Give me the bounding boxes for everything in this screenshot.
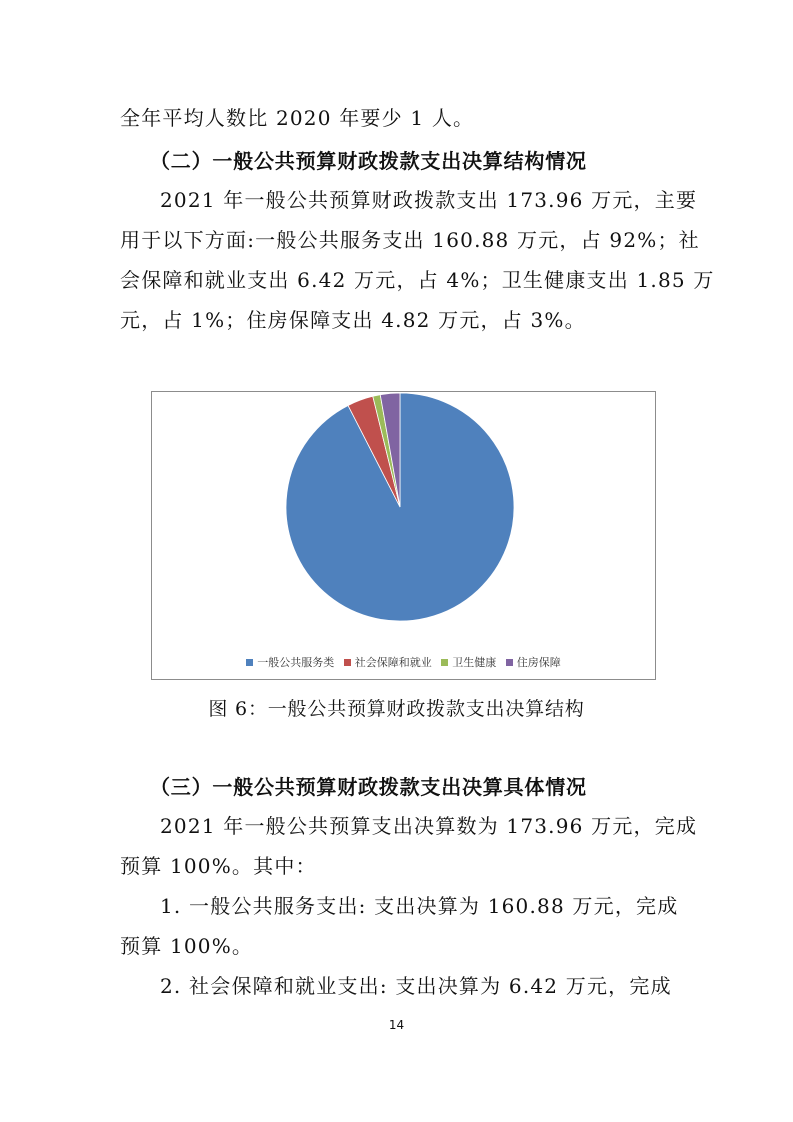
legend-item-social-security: [344, 654, 432, 670]
legend-swatch: [506, 659, 513, 666]
section-heading-details: （三）一般公共预算财政拨款支出决算具体情况: [150, 775, 587, 799]
paragraph-line: 2021 年一般公共预算财政拨款支出 173.96 万元，主要: [160, 188, 698, 212]
legend-swatch: [441, 659, 448, 666]
legend-label: 一般公共服务类: [257, 656, 335, 669]
paragraph-line: 2021 年一般公共预算支出决算数为 173.96 万元，完成: [160, 814, 698, 838]
paragraph-line: 2. 社会保障和就业支出: 支出决算为 6.42 万元，完成: [160, 974, 672, 998]
paragraph-line: 1. 一般公共服务支出: 支出决算为 160.88 万元，完成: [160, 894, 679, 918]
legend-item-health: [441, 654, 496, 670]
legend-swatch: [344, 659, 351, 666]
legend-label: 住房保障: [516, 656, 561, 669]
paragraph-line: 预算 100%。其中：: [120, 854, 317, 878]
section-heading-structure: （二）一般公共预算财政拨款支出决算结构情况: [150, 149, 587, 173]
paragraph-line: 用于以下方面:一般公共服务支出 160.88 万元，占 92%；社: [120, 228, 700, 252]
legend-swatch: [246, 659, 253, 666]
figure-caption: 图 6：一般公共预算财政拨款支出决算结构: [208, 698, 585, 720]
paragraph-line: 预算 100%。: [120, 934, 254, 958]
chart-legend: [152, 654, 655, 670]
legend-label: 卫生健康: [452, 656, 497, 669]
page-number: 14: [388, 1018, 405, 1032]
legend-label: 社会保障和就业: [354, 656, 432, 669]
pie-chart-svg: [152, 392, 657, 681]
legend-item-general-services: [246, 654, 334, 670]
paragraph-line: 元，占 1%；住房保障支出 4.82 万元，占 3%。: [120, 308, 586, 332]
text-line-continuation: 全年平均人数比 2020 年要少 1 人。: [120, 106, 475, 130]
paragraph-line: 会保障和就业支出 6.42 万元，占 4%；卫生健康支出 1.85 万: [120, 268, 715, 292]
legend-item-housing: [506, 654, 561, 670]
pie-chart: [151, 391, 656, 680]
